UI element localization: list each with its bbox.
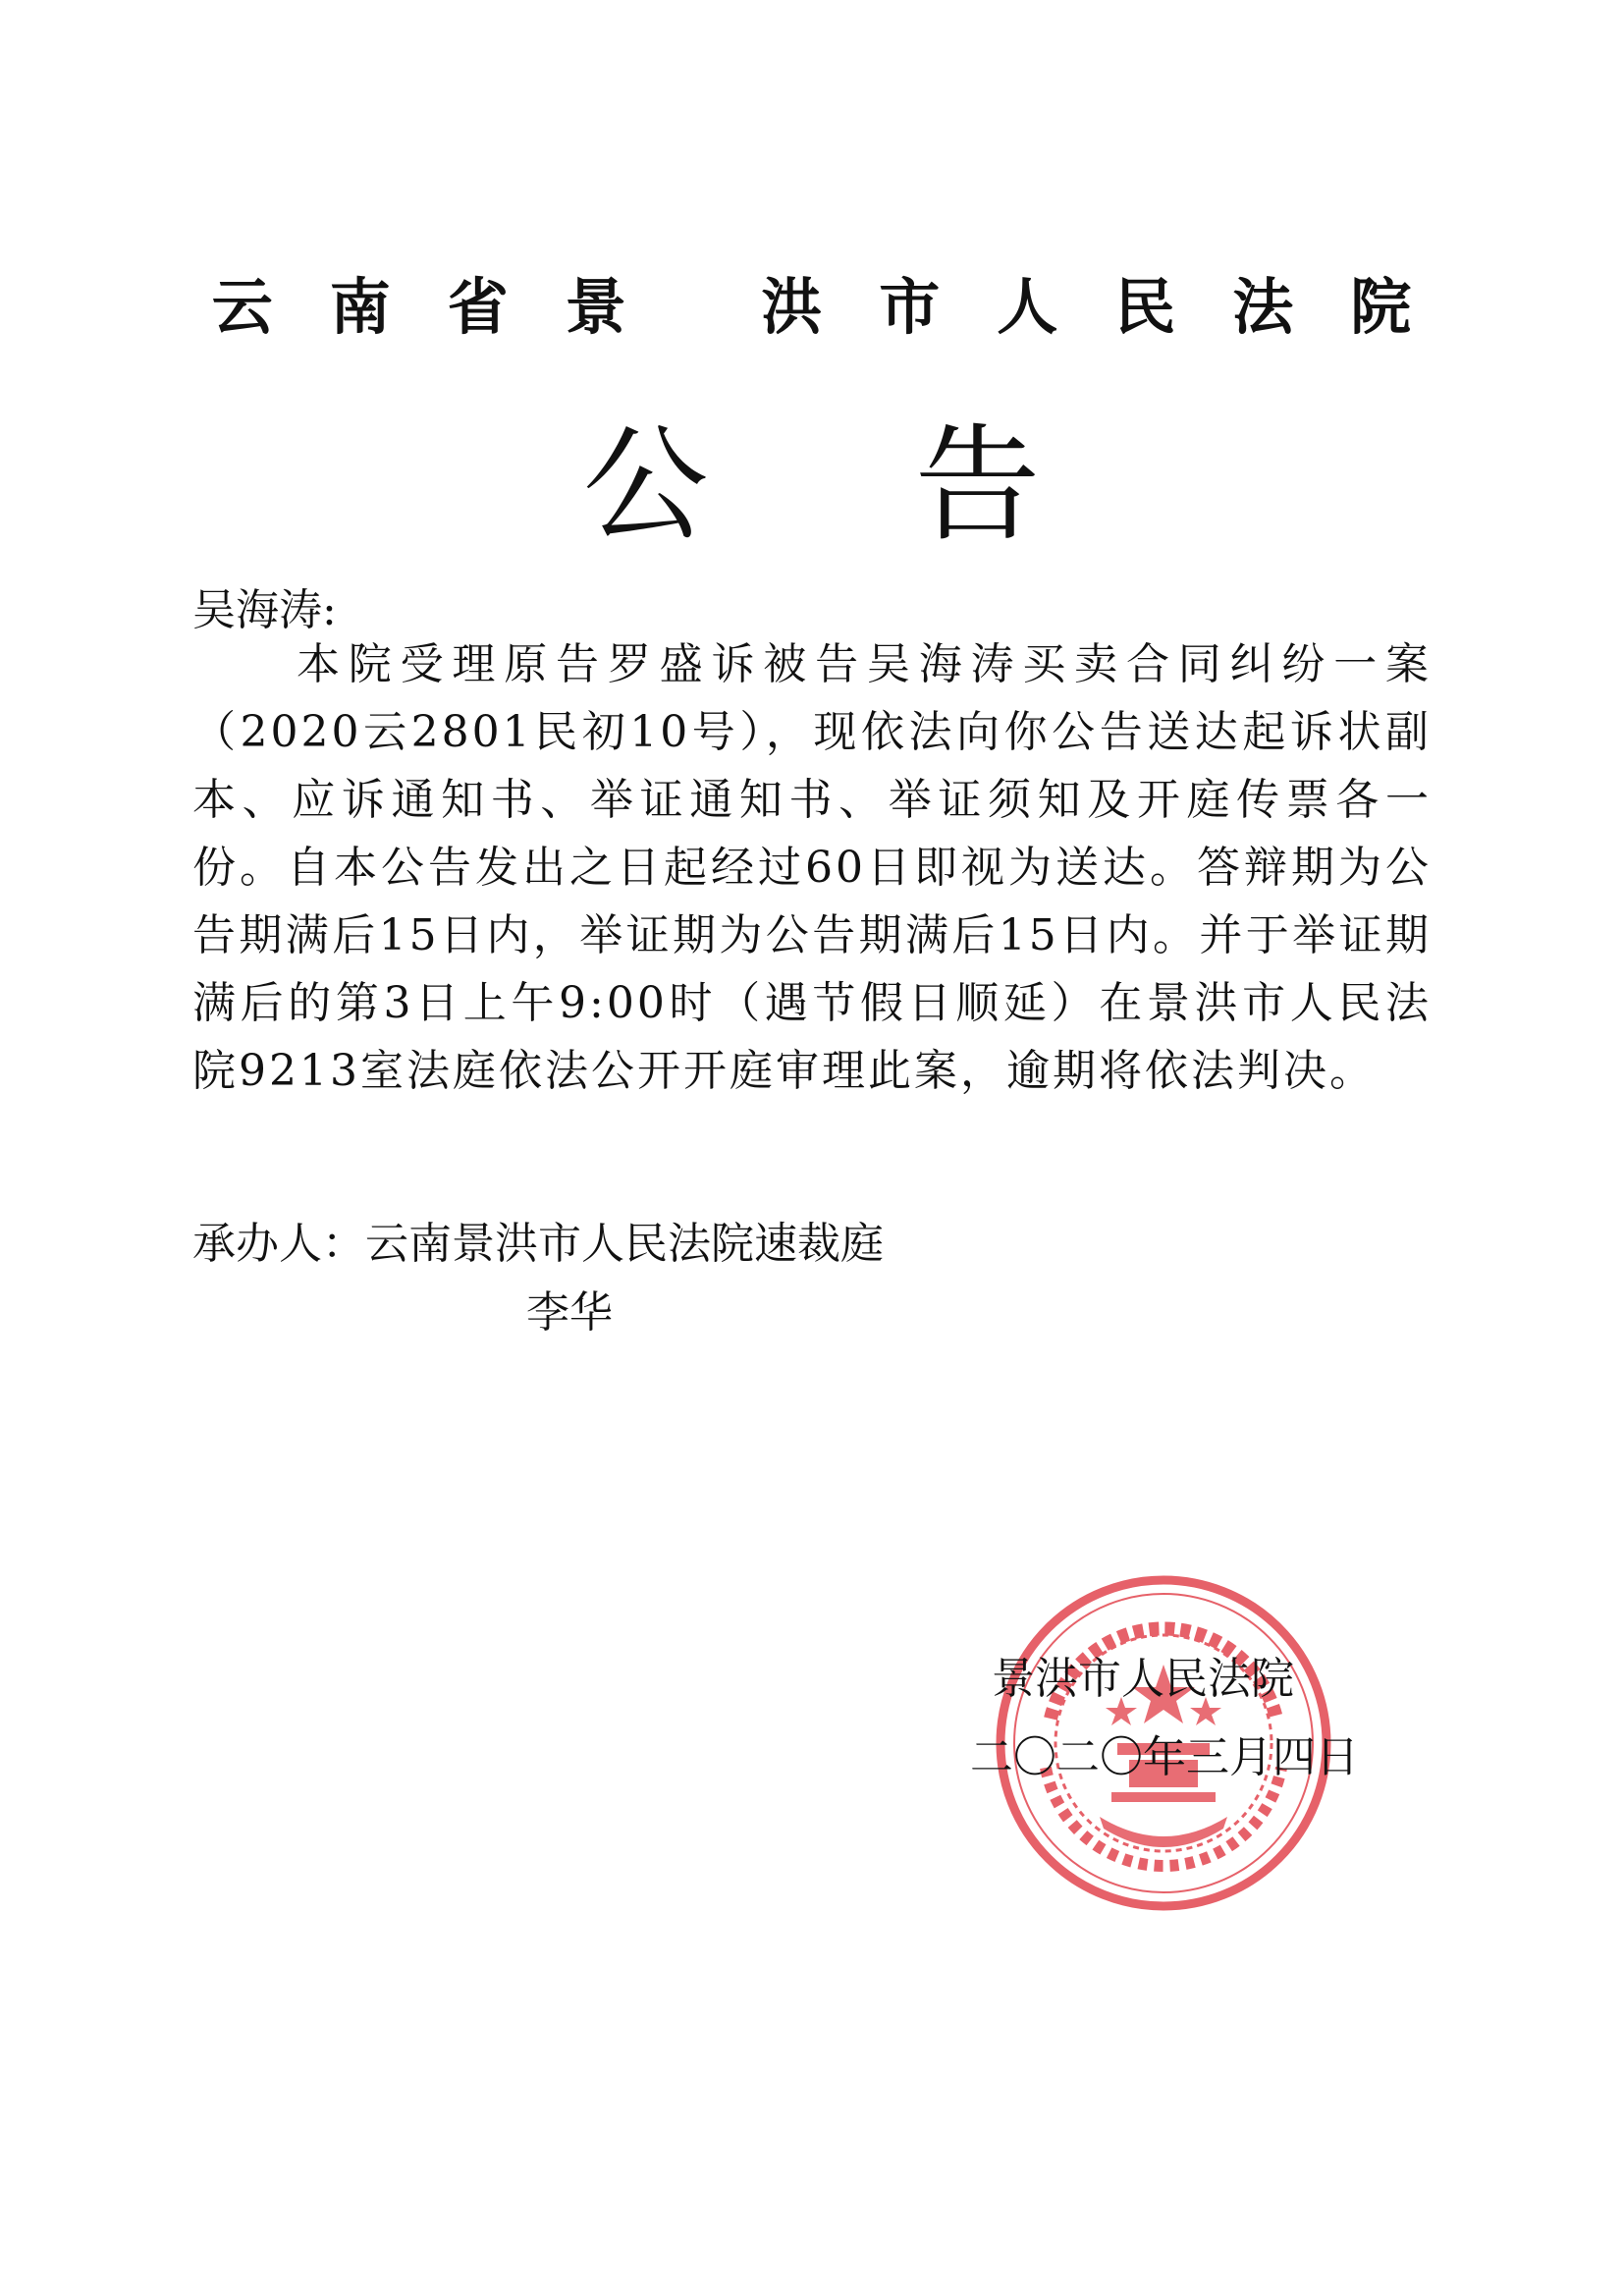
document-title: 公告: [582, 412, 1247, 559]
signature-date: 二〇二〇年三月四日: [970, 1732, 1359, 1782]
handler-name: 李华: [526, 1287, 613, 1338]
notice-body: 本院受理原告罗盛诉被告吴海涛买卖合同纠纷一案（2020云2801民初10号），现依法向你公告送达起诉状副本、应诉通知书、举证通知书、举证须知及开庭传票各一份。自本公告发出之日起经过60日即视为送达。答辩期为公告期满后15日内，举证期为公告期满后15日内。并于举证期满后的第3日上午9:00时（遇节假日顺延）在景洪市人民法院9213室法庭依法公开开庭审理此案，逾期将依法判决。: [192, 639, 1432, 1096]
handler-line: 承办人：云南景洪市人民法院速裁庭: [192, 1219, 884, 1269]
signature-court: 景洪市人民法院: [992, 1654, 1294, 1704]
court-name-heading: 云南省景 洪市人民法院: [211, 271, 1469, 343]
addressee: 吴海涛:: [192, 585, 337, 635]
